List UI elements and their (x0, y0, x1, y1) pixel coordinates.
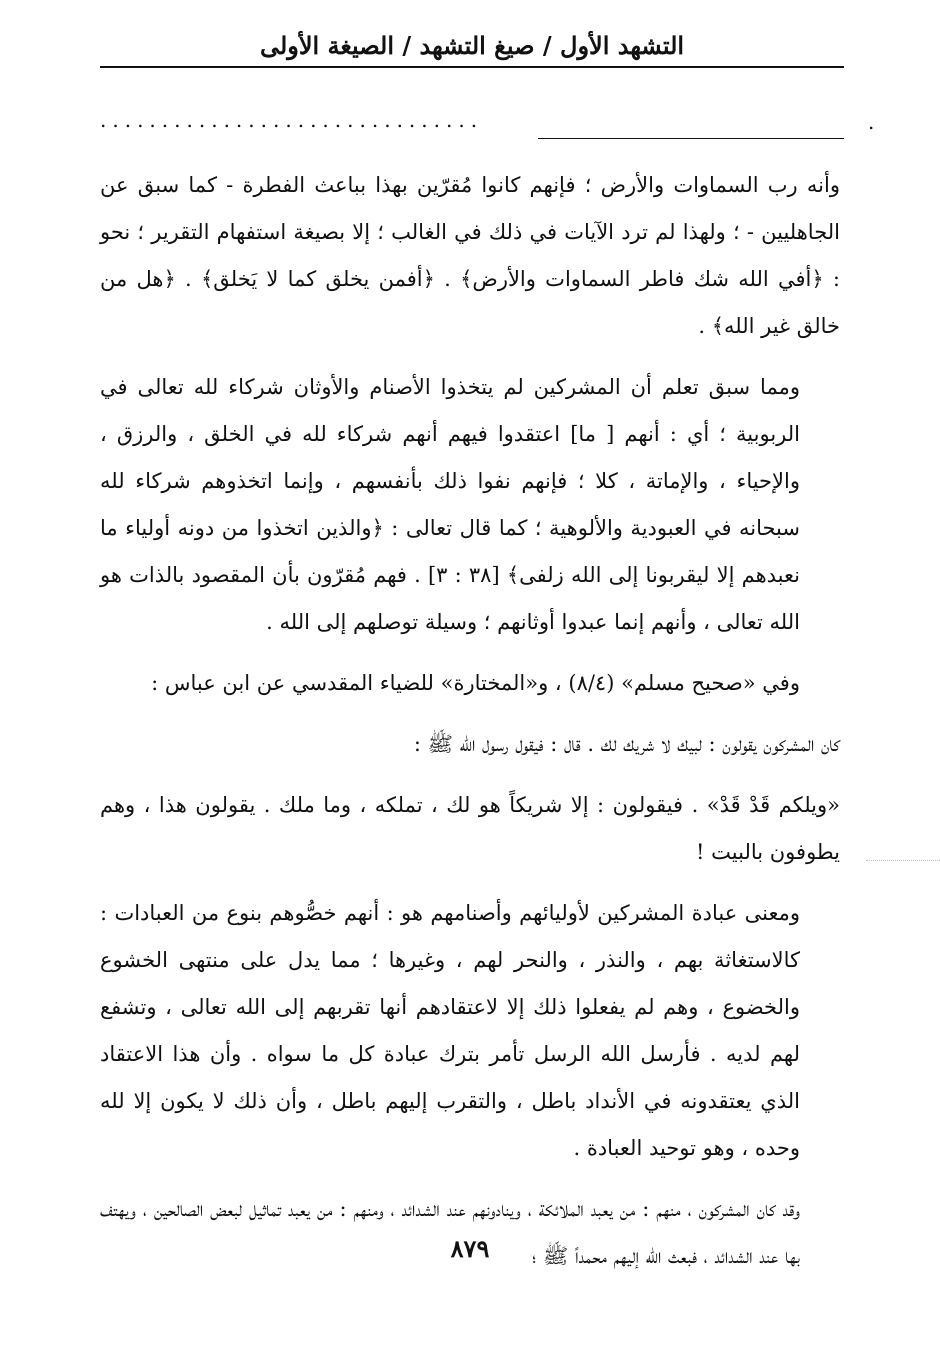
quote-line: كان المشركون يقولون : لبيك لا شريك لك . قال : فيقول رسول الله ﷺ : (413, 732, 840, 756)
page-number: ٨٧٩ (450, 1234, 490, 1263)
paragraph: وأنه رب السماوات والأرض ؛ فإنهم كانوا مُقرّين بهذا بباعث الفطرة - كما سبق عن الجاهليين - ؛ ولهذا لم ترد الآيات في ذلك في الغالب ؛ إلا بصيغة استفهام التقرير ؛ نحو : ﴿أفي الله شك فاطر السماوات والأرض﴾ . ﴿أفمن يخلق كما لا يَخلق﴾ . ﴿هل من خالق غير الله﴾ . (100, 173, 840, 338)
scan-artifact-line (866, 860, 940, 861)
dotted-separator: ............................... (100, 110, 484, 130)
footnote-rule (538, 138, 844, 139)
paragraph: وفي «صحيح مسلم» (٨/٤) ، و«المختارة» للضياء المقدسي عن ابن عباس : (151, 671, 800, 695)
body-text (100, 162, 840, 1280)
running-header: التشهد الأول / صيغ التشهد / الصيغة الأولى (259, 31, 685, 60)
margin-dot: . (868, 110, 875, 134)
quote-line: «ويلكم قَدْ قَدْ» . فيقولون : إلا شريكاً هو لك ، تملكه ، وما ملك . يقولون هذا ، وهم يطوفون بالبيت ! (100, 793, 840, 864)
paragraph: ومما سبق تعلم أن المشركين لم يتخذوا الأصنام والأوثان شركاء لله تعالى في الربوبية ؛ أي : أنهم [ ما] اعتقدوا فيهم أنهم شركاء لله في الخلق ، والرزق ، والإحياء ، والإماتة ، كلا ؛ فإنهم نفوا ذلك بأنفسهم ، وإنما اتخذوهم شركاء لله سبحانه في العبودية والألوهية ؛ كما قال تعالى : ﴿والذين اتخذوا من دونه أولياء ما نعبدهم إلا ليقربونا إلى الله زلفى﴾ [٣٨ : ٣] . فهم مُقرّون بأن المقصود بالذات هو الله تعالى ، وأنهم إنما عبدوا أوثانهم ؛ وسيلة توصلهم إلى الله . (100, 375, 800, 634)
paragraph: وقد كان المشركون ، منهم : من يعبد الملائكة ، وينادونهم عند الشدائد ، ومنهم : من يعبد تماثيل لبعض الصالحين ، ويهتف بها عند الشدائد ، فبعث الله إليهم محمداً ﷺ ؛ (100, 1197, 800, 1268)
header-rule (100, 66, 844, 68)
paragraph: ومعنى عبادة المشركين لأوليائهم وأصنامهم هو : أنهم خصُّوهم بنوع من العبادات : كالاستغاثة بهم ، والنذر ، والنحر لهم ، وغيرها ؛ مما يدل على منتهى الخشوع والخضوع ، وهم لم يفعلوا ذلك إلا لاعتقادهم أنها تقربهم إلى الله تعالى ، وتشفع لهم لديه . فأرسل الله الرسل تأمر بترك عبادة كل ما سواه . وأن هذا الاعتقاد الذي يعتقدونه في الأنداد باطل ، والتقرب إليهم باطل ، وأن ذلك لا يكون إلا لله وحده ، وهو توحيد العبادة . (100, 901, 800, 1160)
